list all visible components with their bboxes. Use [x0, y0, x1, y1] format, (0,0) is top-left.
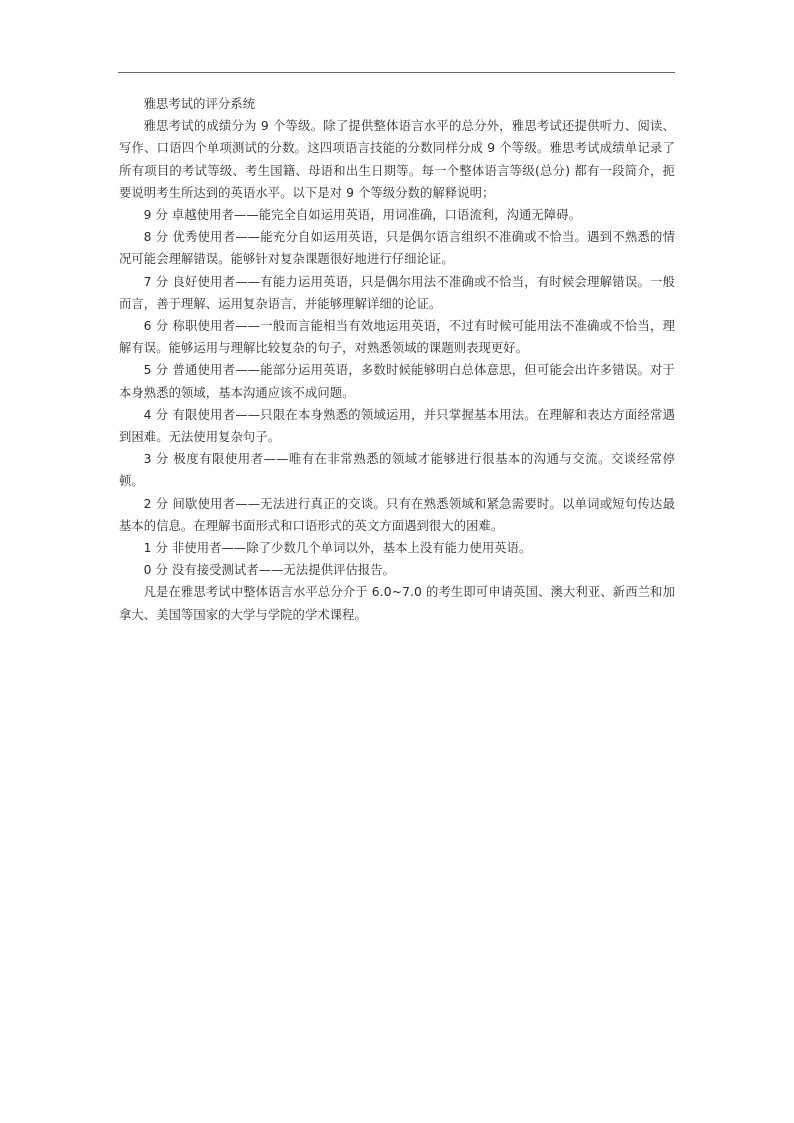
paragraph-conclusion: 凡是在雅思考试中整体语言水平总分介于 6.0~7.0 的考生即可申请英国、澳大利亚、新西兰和加拿大、美国等国家的大学与学院的学术课程。	[119, 585, 675, 622]
paragraph-band-5: 5 分 普通使用者——能部分运用英语，多数时候能够明白总体意思，但可能会出许多错误。对于本身熟悉的领域，基本沟通应该不成问题。	[119, 363, 675, 400]
paragraph-band-1: 1 分 非使用者——除了少数几个单词以外，基本上没有能力使用英语。	[143, 541, 532, 556]
paragraph-band-2: 2 分 间歇使用者——无法进行真正的交谈。只有在熟悉领域和紧急需要时。以单词或短句传达最基本的信息。在理解书面形式和口语形式的英文方面遇到很大的困难。	[119, 496, 675, 533]
document-title: 雅思考试的评分系统	[143, 97, 256, 111]
paragraph-band-6: 6 分 称职使用者——一般而言能相当有效地运用英语，不过有时候可能用法不准确或不恰当，理解有误。能够运用与理解比较复杂的句子，对熟悉领域的课题则表现更好。	[119, 319, 675, 356]
paragraph-band-7: 7 分 良好使用者——有能力运用英语，只是偶尔用法不准确或不恰当，有时候会理解错误。一般而言，善于理解、运用复杂语言，并能够理解详细的论证。	[119, 274, 675, 311]
paragraph-band-9: 9 分 卓越使用者——能完全自如运用英语，用词准确，口语流利，沟通无障碍。	[143, 208, 582, 223]
header-rule	[118, 72, 675, 73]
paragraph-intro: 雅思考试的成绩分为 9 个等级。除了提供整体语言水平的总分外，雅思考试还提供听力、阅读、写作、口语四个单项测试的分数。这四项语言技能的分数同样分成 9 个等级。雅思考试成绩单记录了所有项目的考试等级、考生国籍、母语和出生日期等。每一个整体语言等级(总分) 都有一段简介，扼要说明考生所达到的英语水平。以下是对 9 个等级分数的解释说明；	[119, 119, 675, 200]
paragraph-band-8: 8 分 优秀使用者——能充分自如运用英语，只是偶尔语言组织不准确或不恰当。遇到不熟悉的情况可能会理解错误。能够针对复杂课题很好地进行仔细论证。	[119, 230, 675, 267]
paragraph-band-4: 4 分 有限使用者——只限在本身熟悉的领域运用，并只掌握基本用法。在理解和表达方面经常遇到困难。无法使用复杂句子。	[119, 407, 675, 445]
paragraph-band-3: 3 分 极度有限使用者——唯有在非常熟悉的领域才能够进行很基本的沟通与交流。交谈经常停顿。	[119, 452, 675, 489]
paragraph-band-0: 0 分 没有接受测试者——无法提供评估报告。	[143, 563, 396, 578]
document-body	[119, 93, 675, 626]
